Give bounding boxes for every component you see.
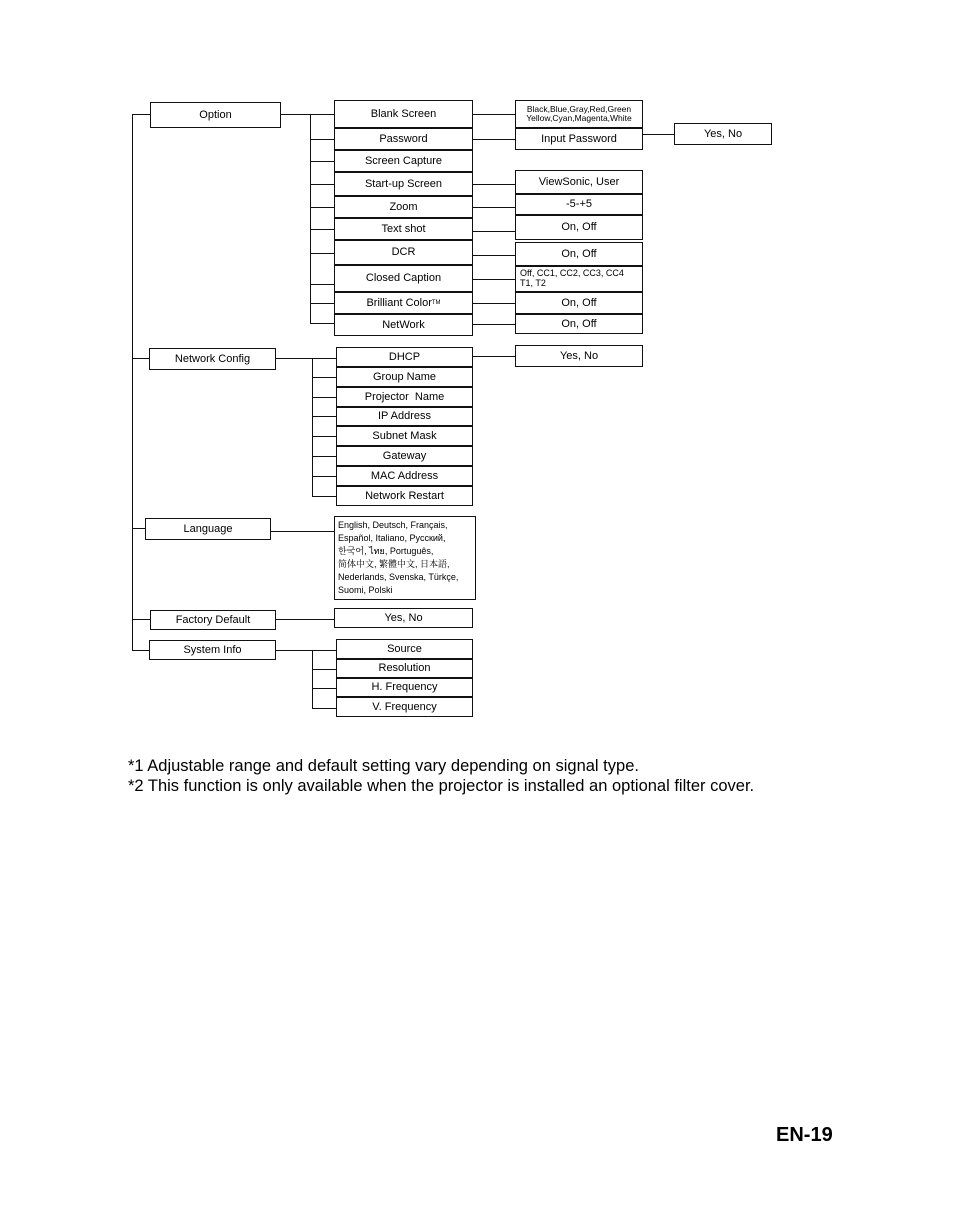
closed-caption-values-line1: Off, CC1, CC2, CC3, CC4 [520, 268, 624, 279]
language-line-6: Suomi, Polski [338, 585, 393, 595]
menu-factory-default: Factory Default [150, 610, 276, 630]
network-dhcp: DHCP [336, 347, 473, 367]
network-values: On, Off [515, 314, 643, 334]
language-line-5: Nederlands, Svenska, Türkçe, [338, 572, 459, 582]
password-input: Input Password [515, 128, 643, 150]
language-values [334, 516, 476, 600]
language-line-1: English, Deutsch, Français, [338, 520, 448, 530]
menu-network-config: Network Config [149, 348, 276, 370]
menu-system-info: System Info [149, 640, 276, 660]
network-projector-name: Projector Name [336, 387, 473, 407]
option-screen-capture: Screen Capture [334, 150, 473, 172]
factory-default-values: Yes, No [334, 608, 473, 628]
language-line-2: Español, Italiano, Русский, [338, 533, 446, 543]
menu-option: Option [150, 102, 281, 128]
language-line-3: 한국어, ไทย, Português, [338, 546, 434, 556]
blank-screen-colors [515, 100, 643, 128]
menu-language: Language [145, 518, 271, 540]
text-shot-values: On, Off [515, 215, 643, 240]
option-network: NetWork [334, 314, 473, 336]
sysinfo-resolution: Resolution [336, 659, 473, 678]
sysinfo-v-frequency: V. Frequency [336, 697, 473, 717]
option-closed-caption: Closed Caption [334, 265, 473, 292]
footnote-1: *1 Adjustable range and default setting vary depending on signal type. [128, 757, 639, 775]
brilliant-color-values: On, Off [515, 292, 643, 314]
network-ip-address: IP Address [336, 407, 473, 426]
option-dcr: DCR [334, 240, 473, 265]
option-startup-screen: Start-up Screen [334, 172, 473, 196]
footnote-2: *2 This function is only available when the projector is installed an optional filter cover. [128, 777, 755, 795]
dhcp-yes-no: Yes, No [515, 345, 643, 367]
network-mac-address: MAC Address [336, 466, 473, 486]
network-subnet-mask: Subnet Mask [336, 426, 473, 446]
sysinfo-h-frequency: H. Frequency [336, 678, 473, 697]
zoom-range: -5-+5 [515, 194, 643, 215]
option-brilliant-color [334, 292, 473, 314]
network-gateway: Gateway [336, 446, 473, 466]
trademark-mark: TM [431, 299, 441, 306]
password-yes-no: Yes, No [674, 123, 772, 145]
dcr-values: On, Off [515, 242, 643, 266]
closed-caption-values-line2: T1, T2 [520, 278, 546, 288]
startup-screen-values: ViewSonic, User [515, 170, 643, 194]
option-blank-screen: Blank Screen [334, 100, 473, 128]
network-restart: Network Restart [336, 486, 473, 506]
language-line-4: 简体中文, 繁體中文, 日本語, [338, 559, 450, 569]
sysinfo-source: Source [336, 639, 473, 659]
network-group-name: Group Name [336, 367, 473, 387]
brilliant-color-label: Brilliant Color [366, 296, 432, 309]
blank-screen-colors-line2: Yellow,Cyan,Magenta,White [526, 113, 632, 123]
page-number: EN-19 [776, 1124, 833, 1146]
blank-screen-colors-line1: Black,Blue,Gray,Red,Green [526, 103, 632, 114]
option-text-shot: Text shot [334, 218, 473, 240]
closed-caption-values [515, 266, 643, 292]
option-password: Password [334, 128, 473, 150]
option-zoom: Zoom [334, 196, 473, 218]
